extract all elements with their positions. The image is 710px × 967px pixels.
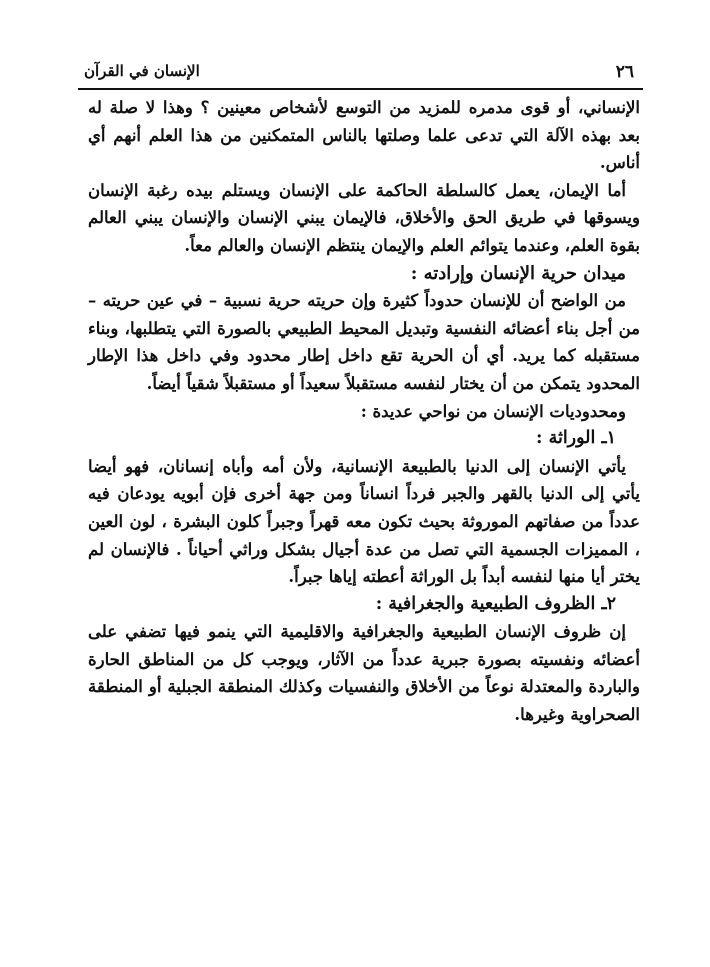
main-text [88, 94, 640, 729]
subheading-natural-conditions: ٢ـ الظروف الطبيعية والجغرافية : [375, 593, 616, 614]
paragraph-limitations-intro: ومحدوديات الإنسان من نواحي عديدة : [360, 401, 626, 421]
running-title: الإنسان في القرآن [84, 62, 200, 80]
paragraph-freedom: من الواضح أن للإنسان حدوداً كثيرة وإن حريته حرية نسبية – في عين حريته – من أجل بناء أعضائه النفسية وتبديل المحيط الطبيعي بالصورة التي يتطلبها، وبناء مستقبله كما يريد. أي أن الحرية تقع داخل إطار محدود وفي داخل هذا الإطار المحدود يتمكن من أن يختار لنفسه مستقبلاً سعيداً أو مستقبلاً شقياً أيضاً. [88, 291, 640, 393]
running-head [80, 60, 640, 86]
section-heading-freedom: ميدان حرية الإنسان وإرادته : [410, 262, 626, 284]
paragraph-continuation: الإنساني، أو قوى مدمره للمزيد من التوسع لأشخاص معينين ؟ وهذا لا صلة له بعد بهذه الآلة التي تدعى علما وصلتها بالناس المتمكنين من هذا العلم أنهم أي أناس. [88, 98, 640, 173]
header-divider [78, 88, 643, 90]
subheading-heredity: ١ـ الوراثة : [536, 428, 616, 449]
paragraph-faith: أما الإيمان، يعمل كالسلطة الحاكمة على الإنسان ويستلم بيده رغبة الإنسان ويسوقها في طريق الحق والأخلاق، فالإيمان يبني الإنسان والإنسان يبني العالم بقوة العلم، وعندما يتوائم العلم والإيمان ينتظم الإنسان والعالم معاً. [88, 180, 640, 255]
page-number: ٢٦ [615, 62, 634, 82]
paragraph-natural-conditions: إن ظروف الإنسان الطبيعية والجغرافية والاقليمية التي ينمو فيها تضفي على أعضائه ونفسيته بصورة جبرية عدداً من الآثار، ويوجب كل من المناطق الحارة والباردة والمعتدلة نوعاً من الأخلاق والنفسيات وكذلك المنطقة الجبلية أو المنطقة الصحراوية وغيرها. [88, 622, 640, 725]
paragraph-heredity: يأتي الإنسان إلى الدنيا بالطبيعة الإنسانية، ولأن أمه وأباه إنسانان، فهو أيضا يأتي إلى الدنيا بالقهر والجبر فرداً انساناً ومن جهة أخرى فإن أبويه يودعان فيه عدداً من صفاتهم الموروثة بحيث تكون معه قهراً وجبراً كلون البشرة ، لون العين ، المميزات الجسمية التي تصل من عدة أجيال بشكل وراثي أحياناً . فالإنسان لم يختر أيا منها لنفسه أبداً بل الوراثة أعطته إياها جبراً. [88, 456, 640, 587]
